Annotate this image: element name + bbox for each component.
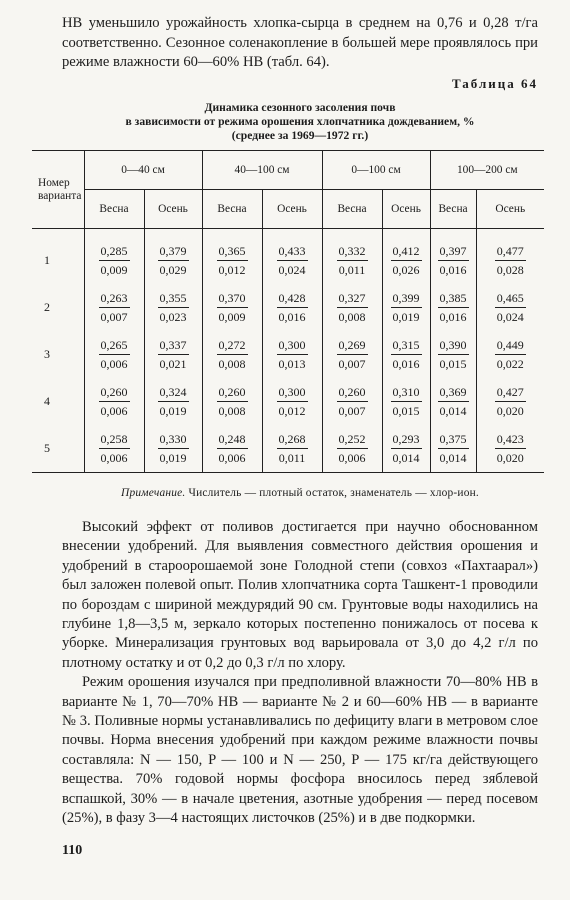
- fraction-cell: [262, 284, 322, 331]
- season-header: Весна: [84, 190, 144, 229]
- fraction-cell: [144, 229, 202, 285]
- fraction: [337, 337, 368, 372]
- fraction: [495, 337, 526, 372]
- table-row: [32, 229, 544, 285]
- variant-number: 4: [44, 394, 50, 408]
- table-title: [40, 101, 560, 143]
- fraction: [438, 384, 469, 419]
- chloride-value: 0,020: [496, 404, 524, 418]
- chloride-value: 0,014: [439, 451, 467, 465]
- chloride-value: 0,006: [338, 451, 366, 465]
- chloride-value: 0,020: [496, 451, 524, 465]
- chloride-value: 0,016: [278, 310, 306, 324]
- fraction: [337, 243, 368, 278]
- table-note: [60, 487, 540, 499]
- dry-residue-value: 0,465: [495, 290, 526, 308]
- chloride-value: 0,014: [392, 451, 420, 465]
- chloride-value: 0,009: [218, 310, 246, 324]
- variant-number: 2: [44, 300, 50, 314]
- chloride-value: 0,007: [338, 404, 366, 418]
- season-header: Весна: [202, 190, 262, 229]
- fraction-cell: [322, 229, 382, 285]
- fraction-cell: [322, 331, 382, 378]
- chloride-value: 0,019: [159, 404, 187, 418]
- dry-residue-value: 0,423: [495, 431, 526, 449]
- fraction-cell: [202, 331, 262, 378]
- dry-residue-value: 0,260: [337, 384, 368, 402]
- fraction: [438, 243, 469, 278]
- fraction: [495, 431, 526, 466]
- table-title-line: в зависимости от режима орошения хлопчатника дождеванием, %: [125, 115, 475, 128]
- dry-residue-value: 0,269: [337, 337, 368, 355]
- table-subheader-row: [32, 190, 544, 229]
- chloride-value: 0,021: [159, 357, 187, 371]
- fraction-cell: [322, 378, 382, 425]
- dry-residue-value: 0,258: [99, 431, 130, 449]
- dry-residue-value: 0,433: [277, 243, 308, 261]
- chloride-value: 0,014: [439, 404, 467, 418]
- dry-residue-value: 0,272: [217, 337, 248, 355]
- chloride-value: 0,008: [218, 357, 246, 371]
- chloride-value: 0,028: [496, 263, 524, 277]
- season-header: Осень: [476, 190, 544, 229]
- fraction-cell: [476, 229, 544, 285]
- page-number: 110: [62, 843, 83, 858]
- fraction-cell: [322, 425, 382, 473]
- fraction-cell: [84, 378, 144, 425]
- fraction-cell: [84, 331, 144, 378]
- dry-residue-value: 0,365: [217, 243, 248, 261]
- fraction: [99, 431, 130, 466]
- fraction-cell: [144, 378, 202, 425]
- chloride-value: 0,022: [496, 357, 524, 371]
- chloride-value: 0,029: [159, 263, 187, 277]
- chloride-value: 0,016: [439, 310, 467, 324]
- fraction-cell: [202, 378, 262, 425]
- dry-residue-value: 0,300: [277, 337, 308, 355]
- fraction-cell: [382, 284, 430, 331]
- table-row: [32, 425, 544, 473]
- fraction: [495, 384, 526, 419]
- fraction-cell: [322, 284, 382, 331]
- table-label: Таблица 64: [451, 76, 538, 91]
- intro-text: НВ уменьшило урожайность хлопка-сырца в среднем на 0,76 и 0,28 т/га соответственно. Сезонное соленакопление в большей мере проявлялось при режиме влажности 60—60% НВ (табл. 64).: [62, 15, 538, 70]
- body-paragraph: Режим орошения изучался при предполивной влажности 70—80% НВ в варианте № 1, 70—70% НВ — варианте № 2 и 60—60% НВ — в варианте № 3. Поливные нормы устанавливались по дефициту влаги в метровом слое почвы. Норма внесения удобрений при каждом режиме влажности почвы составляла: N — 150, P — 100 и N — 250, P — 175 кг/га действующего вещества. 70% годовой нормы фосфора вносилось перед зяблевой вспашкой, 30% — в начале цветения, азотные удобрения — перед посевом (25%), в фазу 3—4 настоящих листочков (25%) и в две подкормки.: [62, 674, 538, 827]
- dry-residue-value: 0,337: [158, 337, 189, 355]
- chloride-value: 0,006: [100, 357, 128, 371]
- table-row: [32, 331, 544, 378]
- dry-residue-value: 0,315: [391, 337, 422, 355]
- fraction: [277, 431, 308, 466]
- chloride-value: 0,019: [159, 451, 187, 465]
- dry-residue-value: 0,399: [391, 290, 422, 308]
- season-header: Весна: [430, 190, 476, 229]
- fraction-cell: [262, 331, 322, 378]
- fraction-cell: [430, 425, 476, 473]
- dry-residue-value: 0,449: [495, 337, 526, 355]
- intro-paragraph: [62, 14, 538, 73]
- dry-residue-value: 0,248: [217, 431, 248, 449]
- chloride-value: 0,024: [496, 310, 524, 324]
- fraction-cell: [144, 425, 202, 473]
- fraction: [495, 243, 526, 278]
- fraction: [277, 337, 308, 372]
- note-text: Числитель — плотный остаток, знаменатель — хлор-ион.: [188, 487, 479, 499]
- dry-residue-value: 0,260: [99, 384, 130, 402]
- fraction-cell: [202, 425, 262, 473]
- dry-residue-value: 0,427: [495, 384, 526, 402]
- fraction: [391, 337, 422, 372]
- dry-residue-value: 0,477: [495, 243, 526, 261]
- table-header-row: [32, 151, 544, 190]
- season-header: Осень: [382, 190, 430, 229]
- fraction-cell: [476, 284, 544, 331]
- dry-residue-value: 0,355: [158, 290, 189, 308]
- dry-residue-value: 0,375: [438, 431, 469, 449]
- season-header: Осень: [144, 190, 202, 229]
- fraction: [391, 384, 422, 419]
- dry-residue-value: 0,265: [99, 337, 130, 355]
- fraction-cell: [430, 378, 476, 425]
- fraction: [495, 290, 526, 325]
- depth-group-header: 100—200 см: [430, 151, 544, 190]
- depth-group-header: 40—100 см: [202, 151, 322, 190]
- fraction-cell: [144, 331, 202, 378]
- fraction: [217, 384, 248, 419]
- fraction-cell: [382, 378, 430, 425]
- chloride-value: 0,016: [392, 357, 420, 371]
- chloride-value: 0,011: [278, 451, 306, 465]
- fraction-cell: [262, 378, 322, 425]
- season-header: Весна: [322, 190, 382, 229]
- depth-group-header: 0—100 см: [322, 151, 430, 190]
- fraction-cell: [202, 229, 262, 285]
- dry-residue-value: 0,428: [277, 290, 308, 308]
- fraction: [99, 290, 130, 325]
- fraction-cell: [430, 229, 476, 285]
- variant-header: Номер варианта: [32, 151, 84, 229]
- fraction: [391, 290, 422, 325]
- chloride-value: 0,015: [439, 357, 467, 371]
- fraction: [217, 243, 248, 278]
- dry-residue-value: 0,310: [391, 384, 422, 402]
- fraction: [158, 384, 189, 419]
- chloride-value: 0,012: [218, 263, 246, 277]
- chloride-value: 0,012: [278, 404, 306, 418]
- chloride-value: 0,023: [159, 310, 187, 324]
- chloride-value: 0,024: [278, 263, 306, 277]
- chloride-value: 0,019: [392, 310, 420, 324]
- chloride-value: 0,013: [278, 357, 306, 371]
- dry-residue-value: 0,260: [217, 384, 248, 402]
- chloride-value: 0,006: [218, 451, 246, 465]
- dry-residue-value: 0,369: [438, 384, 469, 402]
- chloride-value: 0,026: [392, 263, 420, 277]
- fraction: [217, 337, 248, 372]
- fraction: [438, 337, 469, 372]
- fraction-cell: [476, 425, 544, 473]
- fraction: [438, 290, 469, 325]
- chloride-value: 0,008: [218, 404, 246, 418]
- fraction: [277, 243, 308, 278]
- chloride-value: 0,016: [439, 263, 467, 277]
- variant-number: 3: [44, 347, 50, 361]
- fraction-cell: [84, 229, 144, 285]
- chloride-value: 0,006: [100, 404, 128, 418]
- fraction: [337, 384, 368, 419]
- fraction-cell: [430, 284, 476, 331]
- season-header: Осень: [262, 190, 322, 229]
- dry-residue-value: 0,300: [277, 384, 308, 402]
- salinity-table: [32, 150, 544, 473]
- chloride-value: 0,007: [100, 310, 128, 324]
- fraction: [391, 243, 422, 278]
- dry-residue-value: 0,385: [438, 290, 469, 308]
- chloride-value: 0,011: [338, 263, 366, 277]
- fraction: [99, 384, 130, 419]
- fraction: [277, 384, 308, 419]
- chloride-value: 0,009: [100, 263, 128, 277]
- dry-residue-value: 0,263: [99, 290, 130, 308]
- dry-residue-value: 0,293: [391, 431, 422, 449]
- body-paragraph: Высокий эффект от поливов достигается при научно обоснованном внесении удобрений. Для выявления совместного действия орошения и удобрений в староорошаемой зоне Голодной степи (совхоз «Пахтаарал») был заложен полевой опыт. Полив хлопчатника сорта Ташкент-1 проводили по бороздам с шириной междурядий 90 см. Грунтовые воды находились на глубине 1,8—3,5 м, зеркало которых постепенно понижалось от посева к уборке. Минерализация грунтовых вод варьировала от 3,0 до 4,2 г/л по плотному остатку и от 0,2 до 0,3 г/л по хлору.: [62, 519, 538, 671]
- fraction-cell: [476, 331, 544, 378]
- fraction: [99, 243, 130, 278]
- dry-residue-value: 0,268: [277, 431, 308, 449]
- table-row: [32, 284, 544, 331]
- variant-number: 1: [44, 253, 50, 267]
- chloride-value: 0,007: [338, 357, 366, 371]
- table-title-line: Динамика сезонного засоления почв: [204, 101, 396, 114]
- dry-residue-value: 0,330: [158, 431, 189, 449]
- table-body: [32, 229, 544, 473]
- fraction-cell: [262, 229, 322, 285]
- fraction-cell: [382, 229, 430, 285]
- fraction: [99, 337, 130, 372]
- table-title-line: (среднее за 1969—1972 гг.): [231, 129, 369, 142]
- depth-group-header: 0—40 см: [84, 151, 202, 190]
- table-row: [32, 378, 544, 425]
- fraction-cell: [476, 378, 544, 425]
- fraction-cell: [84, 425, 144, 473]
- dry-residue-value: 0,252: [337, 431, 368, 449]
- salinity-table-wrap: [32, 150, 544, 473]
- fraction-cell: [144, 284, 202, 331]
- fraction: [337, 290, 368, 325]
- dry-residue-value: 0,285: [99, 243, 130, 261]
- fraction: [277, 290, 308, 325]
- fraction: [438, 431, 469, 466]
- dry-residue-value: 0,332: [337, 243, 368, 261]
- dry-residue-value: 0,327: [337, 290, 368, 308]
- fraction: [158, 243, 189, 278]
- dry-residue-value: 0,412: [391, 243, 422, 261]
- fraction: [217, 431, 248, 466]
- dry-residue-value: 0,397: [438, 243, 469, 261]
- fraction: [217, 290, 248, 325]
- dry-residue-value: 0,379: [158, 243, 189, 261]
- fraction: [391, 431, 422, 466]
- dry-residue-value: 0,324: [158, 384, 189, 402]
- fraction: [337, 431, 368, 466]
- fraction-cell: [430, 331, 476, 378]
- note-label: Примечание.: [121, 487, 186, 499]
- fraction-cell: [382, 425, 430, 473]
- dry-residue-value: 0,390: [438, 337, 469, 355]
- chloride-value: 0,008: [338, 310, 366, 324]
- body-text: [62, 518, 538, 829]
- fraction-cell: [262, 425, 322, 473]
- fraction-cell: [202, 284, 262, 331]
- fraction-cell: [382, 331, 430, 378]
- fraction: [158, 337, 189, 372]
- chloride-value: 0,015: [392, 404, 420, 418]
- chloride-value: 0,006: [100, 451, 128, 465]
- fraction: [158, 290, 189, 325]
- variant-number: 5: [32, 425, 84, 473]
- fraction: [158, 431, 189, 466]
- dry-residue-value: 0,370: [217, 290, 248, 308]
- fraction-cell: [84, 284, 144, 331]
